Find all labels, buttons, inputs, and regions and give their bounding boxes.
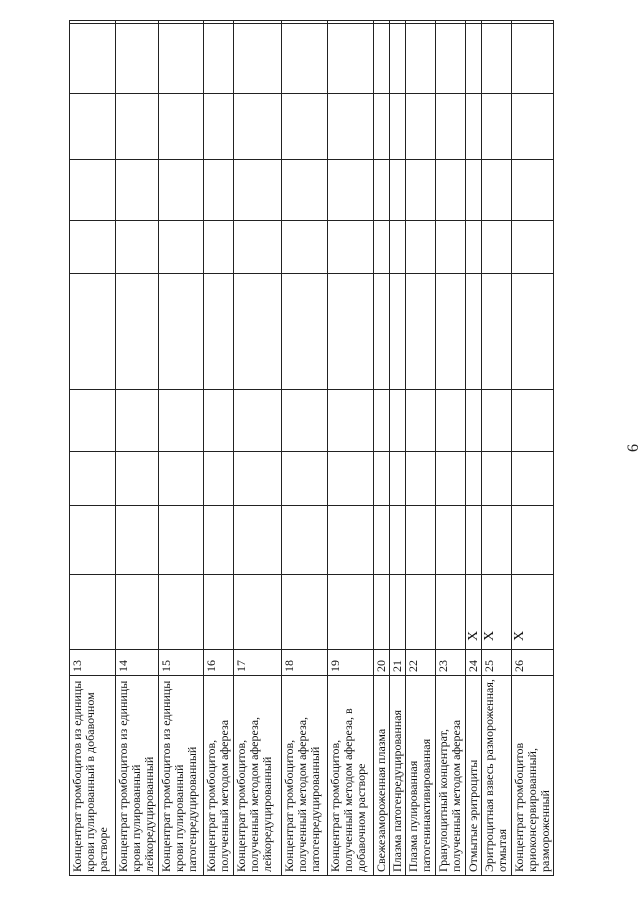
row-number-cell: 24 <box>466 650 482 676</box>
table-row <box>116 21 159 876</box>
component-name-cell: Плазма пулированная патогенинактивированная <box>406 676 436 876</box>
mark-cell <box>436 221 466 274</box>
mark-cell <box>70 21 116 24</box>
mark-cell <box>374 94 390 160</box>
component-name-cell: Концентрат тромбоцитов из единицы крови пулированный лейкоредуцированный <box>116 676 159 876</box>
mark-cell <box>328 506 374 575</box>
mark-cell <box>374 390 390 452</box>
mark-cell <box>390 160 406 221</box>
mark-cell <box>204 390 234 452</box>
table-row <box>159 21 204 876</box>
mark-cell <box>482 24 512 94</box>
component-name-cell: Концентрат тромбоцитов, полученный методом афереза, лейкоредуцированный <box>234 676 282 876</box>
row-number-cell: 18 <box>282 650 328 676</box>
component-name-cell: Концентрат тромбоцитов криоконсервированный, размороженный <box>512 676 554 876</box>
table-row <box>204 21 234 876</box>
mark-cell <box>466 160 482 221</box>
row-number-cell: 20 <box>374 650 390 676</box>
row-number-cell: 13 <box>70 650 116 676</box>
table-row <box>466 21 482 876</box>
mark-cell <box>328 274 374 390</box>
mark-cell <box>374 24 390 94</box>
mark-cell: X <box>466 575 482 650</box>
page-number: 6 <box>625 444 642 452</box>
mark-cell <box>328 94 374 160</box>
mark-cell <box>466 24 482 94</box>
mark-cell <box>204 24 234 94</box>
mark-cell: X <box>512 575 554 650</box>
mark-cell <box>116 575 159 650</box>
table-row <box>512 21 554 876</box>
mark-cell <box>204 575 234 650</box>
row-number-cell: 19 <box>328 650 374 676</box>
mark-cell <box>159 24 204 94</box>
mark-cell <box>328 390 374 452</box>
table-row <box>390 21 406 876</box>
mark-cell <box>234 274 282 390</box>
mark-cell <box>159 506 204 575</box>
table-row <box>436 21 466 876</box>
mark-cell <box>234 94 282 160</box>
mark-cell <box>159 575 204 650</box>
mark-cell <box>204 274 234 390</box>
mark-cell <box>482 390 512 452</box>
mark-cell <box>374 452 390 506</box>
component-name-cell: Гранулоцитный концентрат, полученный методом афереза <box>436 676 466 876</box>
mark-cell <box>390 21 406 24</box>
mark-cell <box>406 221 436 274</box>
mark-cell <box>436 506 466 575</box>
mark-cell <box>234 24 282 94</box>
mark-cell <box>204 452 234 506</box>
mark-cell <box>70 390 116 452</box>
table-row <box>482 21 512 876</box>
mark-cell <box>390 24 406 94</box>
mark-cell <box>466 452 482 506</box>
mark-cell <box>282 24 328 94</box>
row-number-cell: 17 <box>234 650 282 676</box>
row-number-cell: 22 <box>406 650 436 676</box>
row-number-cell: 16 <box>204 650 234 676</box>
component-name-cell: Отмытые эритроциты <box>466 676 482 876</box>
mark-cell <box>374 221 390 274</box>
mark-cell <box>406 575 436 650</box>
mark-cell <box>390 390 406 452</box>
component-name-cell: Плазма патогенредуцированная <box>390 676 406 876</box>
mark-cell <box>406 506 436 575</box>
mark-cell <box>234 21 282 24</box>
mark-cell <box>374 160 390 221</box>
mark-cell <box>328 221 374 274</box>
mark-cell <box>234 506 282 575</box>
mark-cell <box>512 390 554 452</box>
mark-cell <box>436 21 466 24</box>
table-row <box>70 21 116 876</box>
mark-cell <box>374 21 390 24</box>
mark-cell <box>116 94 159 160</box>
mark-cell <box>390 274 406 390</box>
mark-cell <box>282 274 328 390</box>
mark-cell <box>159 390 204 452</box>
component-name-cell: Концентрат тромбоцитов, полученный методом афереза <box>204 676 234 876</box>
mark-cell <box>282 221 328 274</box>
mark-cell <box>328 21 374 24</box>
mark-cell <box>204 160 234 221</box>
mark-cell <box>282 575 328 650</box>
mark-cell <box>482 506 512 575</box>
row-number-cell: 23 <box>436 650 466 676</box>
mark-cell <box>436 94 466 160</box>
table-row <box>406 21 436 876</box>
mark-cell <box>70 160 116 221</box>
mark-cell <box>512 160 554 221</box>
mark-cell <box>466 506 482 575</box>
mark-cell <box>512 452 554 506</box>
table-row <box>328 21 374 876</box>
mark-cell <box>282 506 328 575</box>
mark-cell <box>328 575 374 650</box>
mark-cell <box>390 94 406 160</box>
mark-cell <box>328 452 374 506</box>
component-name-cell: Концентрат тромбоцитов, полученный методом афереза, патогенредуцированный <box>282 676 328 876</box>
mark-cell <box>328 24 374 94</box>
mark-cell <box>466 274 482 390</box>
mark-cell <box>70 575 116 650</box>
mark-cell <box>204 94 234 160</box>
mark-cell <box>406 160 436 221</box>
mark-cell <box>116 506 159 575</box>
mark-cell <box>116 24 159 94</box>
mark-cell <box>482 94 512 160</box>
mark-cell <box>204 221 234 274</box>
component-name-cell: Концентрат тромбоцитов, полученный методом афереза, в добавочном растворе <box>328 676 374 876</box>
mark-cell <box>466 221 482 274</box>
mark-cell <box>116 221 159 274</box>
mark-cell <box>70 452 116 506</box>
mark-cell <box>159 221 204 274</box>
mark-cell <box>234 452 282 506</box>
mark-cell <box>466 390 482 452</box>
component-name-cell: Свежезамороженная плазма <box>374 676 390 876</box>
mark-cell <box>436 390 466 452</box>
mark-cell <box>406 452 436 506</box>
mark-cell <box>406 24 436 94</box>
mark-cell <box>390 221 406 274</box>
row-number-cell: 14 <box>116 650 159 676</box>
component-name-cell: Концентрат тромбоцитов из единицы крови пулированный патогенредуцированный <box>159 676 204 876</box>
mark-cell <box>70 221 116 274</box>
mark-cell <box>406 21 436 24</box>
mark-cell <box>70 274 116 390</box>
mark-cell <box>482 21 512 24</box>
mark-cell <box>159 94 204 160</box>
mark-cell <box>482 160 512 221</box>
mark-cell <box>374 506 390 575</box>
mark-cell <box>512 94 554 160</box>
mark-cell <box>436 452 466 506</box>
mark-cell <box>406 94 436 160</box>
mark-cell <box>436 24 466 94</box>
mark-cell <box>282 21 328 24</box>
mark-cell <box>466 21 482 24</box>
mark-cell <box>116 274 159 390</box>
mark-cell <box>116 390 159 452</box>
mark-cell <box>512 21 554 24</box>
mark-cell <box>512 506 554 575</box>
mark-cell <box>466 94 482 160</box>
mark-cell <box>436 575 466 650</box>
mark-cell <box>204 506 234 575</box>
mark-cell <box>374 575 390 650</box>
mark-cell <box>282 452 328 506</box>
component-name-cell: Концентрат тромбоцитов из единицы крови пулированный в добавочном растворе <box>70 676 116 876</box>
mark-cell <box>390 452 406 506</box>
mark-cell <box>374 274 390 390</box>
row-number-cell: 26 <box>512 650 554 676</box>
mark-cell <box>70 506 116 575</box>
mark-cell <box>70 94 116 160</box>
mark-cell <box>116 160 159 221</box>
mark-cell <box>282 94 328 160</box>
mark-cell <box>328 160 374 221</box>
mark-cell <box>436 160 466 221</box>
mark-cell <box>390 506 406 575</box>
mark-cell <box>159 21 204 24</box>
mark-cell <box>159 160 204 221</box>
mark-cell <box>406 390 436 452</box>
mark-cell <box>436 274 466 390</box>
mark-cell <box>116 21 159 24</box>
mark-cell <box>482 221 512 274</box>
table-row <box>374 21 390 876</box>
table-container <box>69 21 552 876</box>
mark-cell <box>512 24 554 94</box>
mark-cell <box>204 21 234 24</box>
mark-cell <box>70 24 116 94</box>
mark-cell <box>512 274 554 390</box>
mark-cell <box>390 575 406 650</box>
row-number-cell: 25 <box>482 650 512 676</box>
table-row <box>282 21 328 876</box>
table-row <box>234 21 282 876</box>
mark-cell <box>159 452 204 506</box>
mark-cell <box>234 221 282 274</box>
mark-cell <box>234 160 282 221</box>
mark-cell <box>482 274 512 390</box>
mark-cell <box>482 452 512 506</box>
row-number-cell: 21 <box>390 650 406 676</box>
mark-cell: X <box>482 575 512 650</box>
mark-cell <box>116 452 159 506</box>
mark-cell <box>234 575 282 650</box>
component-name-cell: Эритроцитная взвесь размороженная, отмытая <box>482 676 512 876</box>
mark-cell <box>159 274 204 390</box>
mark-cell <box>282 390 328 452</box>
blood-components-table <box>69 20 554 876</box>
mark-cell <box>234 390 282 452</box>
mark-cell <box>282 160 328 221</box>
row-number-cell: 15 <box>159 650 204 676</box>
mark-cell <box>406 274 436 390</box>
mark-cell <box>512 221 554 274</box>
